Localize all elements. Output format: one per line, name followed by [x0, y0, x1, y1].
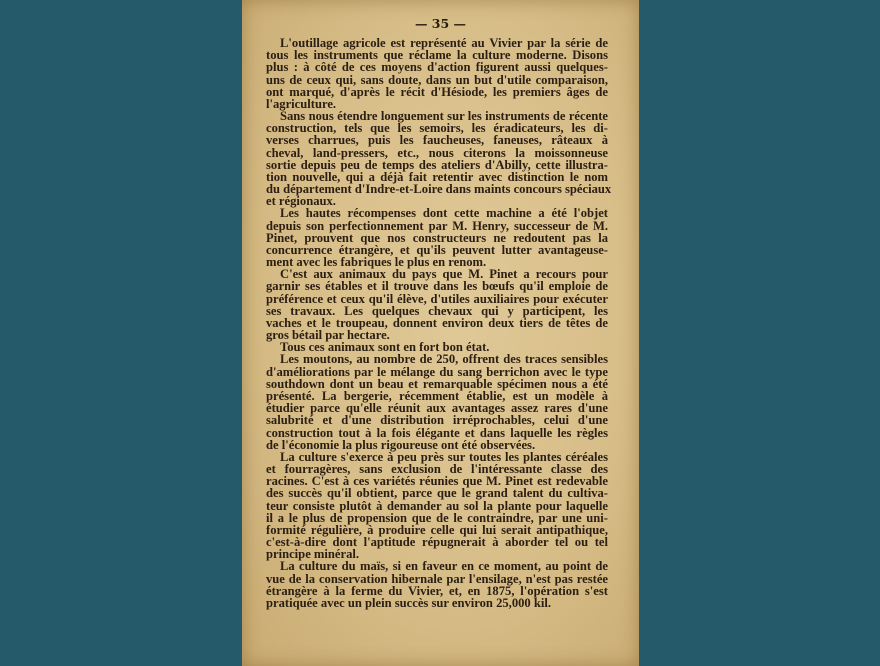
- text-line: garnir ses étables et il trouve dans les bœufs qu'il emploie de: [266, 279, 608, 294]
- text-line: southdown dont un beau et remarquable spécimen nous a été: [266, 376, 608, 391]
- text-line: L'outillage agricole est représenté au Vivier par la série de: [280, 36, 608, 50]
- text-line: Sans nous étendre longuement sur les instruments de récente: [280, 109, 608, 124]
- text-line: racines. C'est à ces variétés réunies que M. Pinet est redevable: [266, 474, 608, 489]
- text-line: c'est-à-dire dont l'aptitude répugnerait à aborder tel ou tel: [266, 535, 608, 550]
- text-line: salubrité et d'une distribution irréprochables, celui d'une: [266, 413, 608, 428]
- text-line: concurrence étrangère, et qu'ils peuvent lutter avantageuse-: [266, 242, 608, 257]
- text-line: construction, tels que les semoirs, les éradicateurs, les di-: [266, 121, 608, 136]
- paragraph: [266, 37, 608, 110]
- text-line: ment avec les fabriques le plus en renom.: [266, 255, 487, 270]
- text-line: Pinet, prouvent que nos constructeurs ne redoutent pas la: [266, 230, 608, 245]
- text-line: plus : à côté de ces moyens d'action figurent aussi quelques-: [266, 60, 608, 75]
- paragraph: [266, 353, 608, 450]
- scanned-page: [242, 0, 639, 666]
- text-line: ont marqué, d'après le récit d'Hésiode, les premiers âges de: [266, 84, 608, 99]
- paragraph: [266, 268, 608, 341]
- text-line: gros bétail par hectare.: [266, 328, 390, 343]
- text-line: vaches et le troupeau, donnent environ deux tiers de têtes de: [266, 315, 608, 330]
- paragraph: [266, 451, 608, 561]
- text-line: principe minéral.: [266, 547, 360, 562]
- text-line: et fourragères, sans exclusion de l'intéressante classe des: [266, 462, 608, 477]
- text-line: préférence et ceux qu'il élève, d'utiles auxiliaires pour exécuter: [266, 291, 608, 306]
- text-line: vue de la conservation hibernale par l'ensilage, n'est pas restée: [266, 571, 608, 586]
- body-text: [266, 36, 612, 610]
- text-line: Les hautes récompenses dont cette machine a été l'objet: [280, 206, 608, 221]
- paragraph: [266, 109, 612, 209]
- text-line: cheval, land-pressers, etc., nous citerons la moissonneuse: [266, 145, 608, 160]
- paragraph: [266, 560, 608, 609]
- text-line: La culture du maïs, si en faveur en ce moment, au point de: [280, 559, 608, 574]
- text-line: verses charrues, puis les faucheuses, faneuses, râteaux à: [266, 133, 608, 148]
- text-line: sortie depuis peu de temps des ateliers d'Abilly, cette illustra-: [266, 157, 608, 172]
- text-line: Les moutons, au nombre de 250, offrent des traces sensibles: [280, 352, 608, 367]
- text-line: l'agriculture.: [266, 96, 337, 111]
- text-line: du département d'Indre-et-Loire dans maints concours spéciaux: [266, 182, 612, 197]
- text-line: construction tout à la fois élégante et dans laquelle les règles: [266, 425, 608, 440]
- text-line: et régionaux.: [266, 194, 336, 209]
- paragraph: [266, 207, 608, 268]
- text-line: uns de ceux qui, sans doute, dans un but d'utile comparaison,: [266, 72, 608, 87]
- text-line: étudier parce qu'elle réunit aux avantages assez rares d'une: [266, 401, 608, 416]
- text-line: d'améliorations par le mélange du sang berrichon avec le type: [266, 364, 608, 379]
- text-line: La culture s'exerce à peu près sur toutes les plantes céréales: [280, 449, 608, 464]
- text-line: ses travaux. Les quelques chevaux qui y participent, les: [266, 303, 608, 318]
- text-line: formité régulière, à produire celle qui lui serait antipathique,: [266, 522, 608, 537]
- text-line: tion nouvelle, qui a déjà fait retentir avec distinction le nom: [266, 169, 608, 184]
- text-line: il a le plus de propension que de le contraindre, par une uni-: [266, 510, 608, 525]
- text-line: de l'économie la plus rigoureuse ont été observées.: [266, 437, 536, 452]
- text-line: étrangère à la ferme du Vivier, et, en 1875, l'opération s'est: [266, 583, 608, 598]
- text-line: des succès qu'il obtient, parce que le grand talent du cultiva-: [266, 486, 608, 501]
- text-line: C'est aux animaux du pays que M. Pinet a recours pour: [280, 267, 608, 282]
- text-line: présenté. La bergerie, récemment établie, est un modèle à: [266, 388, 608, 403]
- text-line: tous les instruments que réclame la culture moderne. Disons: [266, 48, 608, 63]
- page-number: — 35 —: [414, 16, 467, 31]
- text-line: depuis son perfectionnement par M. Henry, successeur de M.: [266, 218, 608, 233]
- text-line: teur consiste plutôt à demander au sol la plante pour laquelle: [266, 498, 608, 513]
- text-line: pratiquée avec un plein succès sur environ 25,000 kil.: [266, 595, 552, 610]
- text-line: Tous ces animaux sont en fort bon état.: [280, 340, 490, 355]
